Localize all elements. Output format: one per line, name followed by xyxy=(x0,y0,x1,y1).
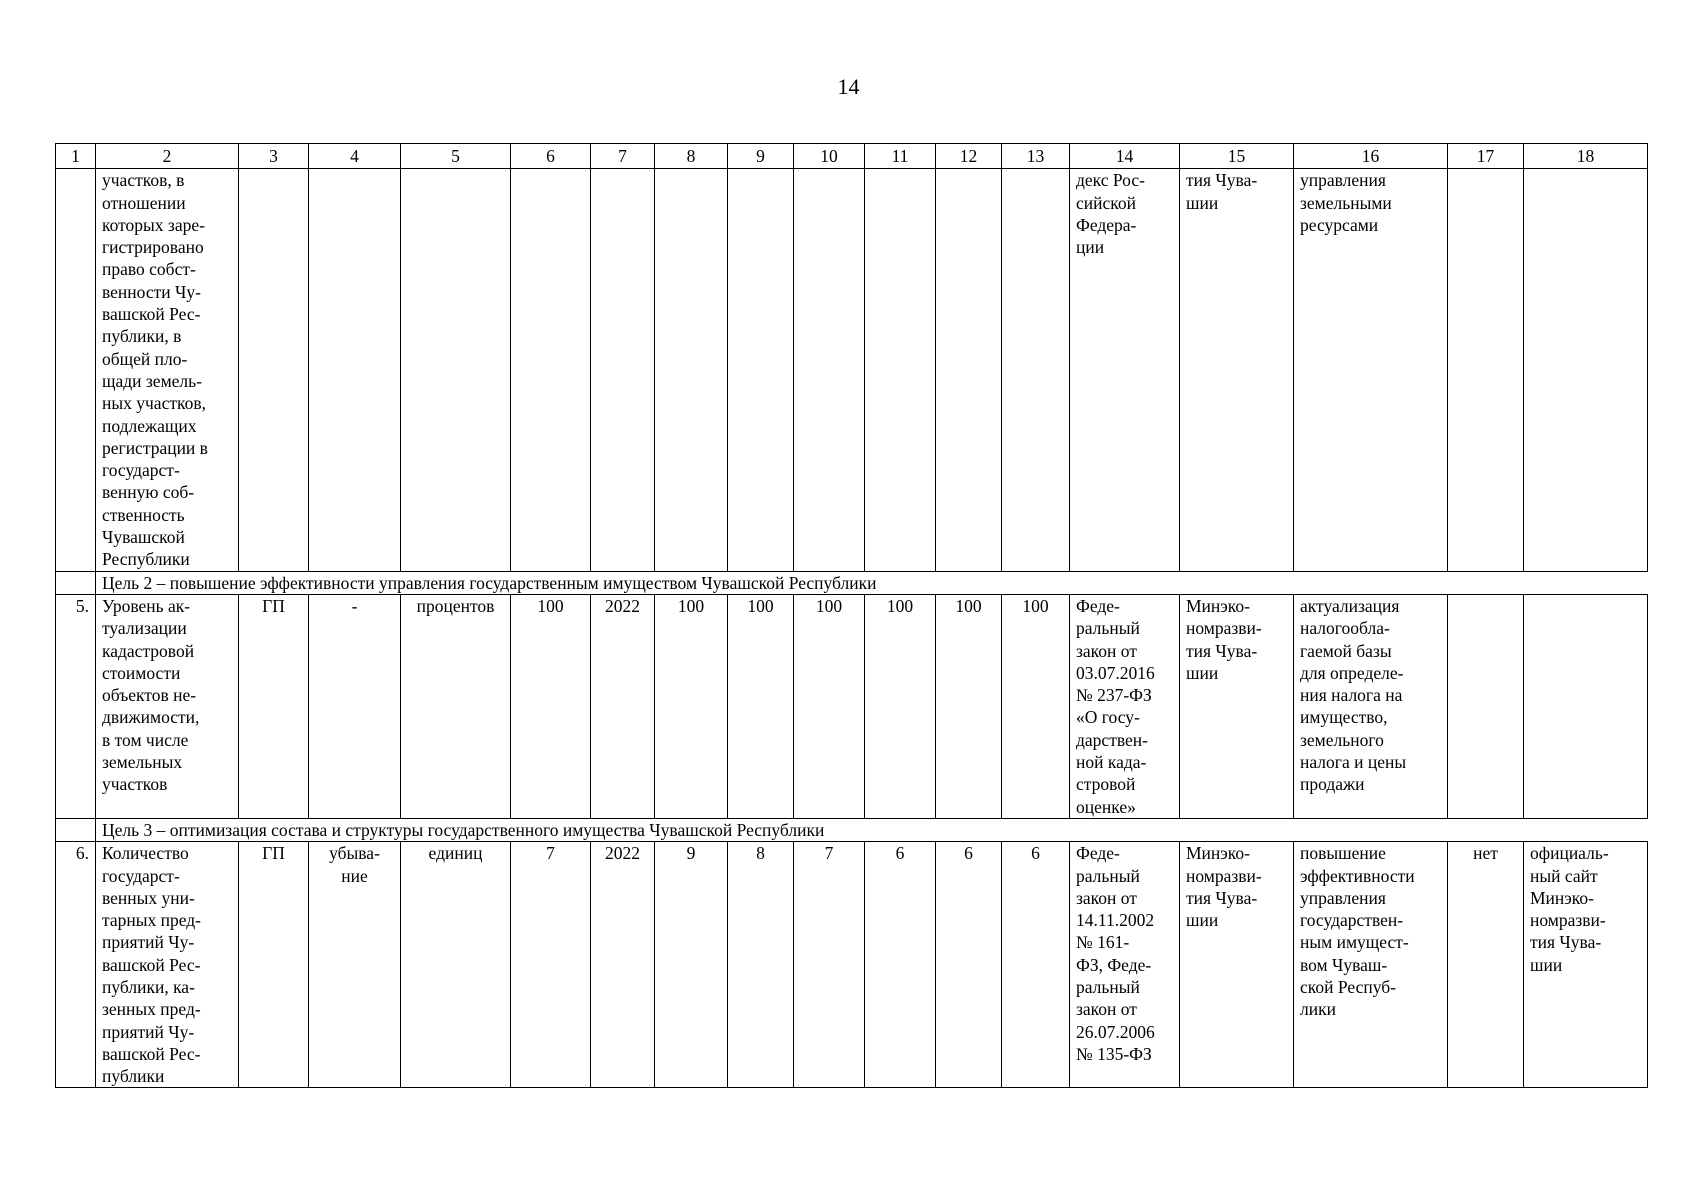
column-number: 13 xyxy=(1002,144,1070,169)
base-year-cell: 2022 xyxy=(591,842,655,1088)
indicator-name-cell: участков, в отношении которых заре- гистрировано право собст- венности Чу- вашской Рес- публики, в общей пло- щади земель- ных участков, подлежащих регистрации в государст- венную соб- ственность Чувашской Республики xyxy=(96,169,239,571)
column-number: 3 xyxy=(239,144,309,169)
unit-cell: процентов xyxy=(401,594,511,818)
level-cell: ГП xyxy=(239,842,309,1088)
column-number-row xyxy=(56,144,1648,169)
column-number: 7 xyxy=(591,144,655,169)
goal-2-heading: Цель 2 – повышение эффективности управления государственным имуществом Чувашской Республики xyxy=(96,571,1648,594)
purpose-cell: управления земельными ресурсами xyxy=(1294,169,1448,571)
value-cell: 100 xyxy=(865,594,936,818)
responsible-cell: Минэко- номразви- тия Чува- шии xyxy=(1180,594,1294,818)
trend-cell: убыва- ние xyxy=(309,842,401,1088)
continuation-row xyxy=(56,169,1648,571)
value-cell: 100 xyxy=(1002,594,1070,818)
value-cell: 100 xyxy=(794,594,865,818)
column-number: 8 xyxy=(655,144,728,169)
legal-basis-cell: Феде- ральный закон от 14.11.2002 № 161- ФЗ, Феде- ральный закон от 26.07.2006 № 135-ФЗ xyxy=(1070,842,1180,1088)
base-year-cell: 2022 xyxy=(591,594,655,818)
page-number: 14 xyxy=(837,74,860,99)
base-value-cell: 100 xyxy=(511,594,591,818)
column-number: 10 xyxy=(794,144,865,169)
goal-3-heading: Цель 3 – оптимизация состава и структуры государственного имущества Чувашской Республики xyxy=(96,818,1648,841)
value-cell: 6 xyxy=(936,842,1002,1088)
purpose-cell: повышение эффективности управления государствен- ным имущест- вом Чуваш- ской Респуб- лики xyxy=(1294,842,1448,1088)
indicator-name-cell: Количество государст- венных уни- тарных пред- приятий Чу- вашской Рес- публики, ка- зенных пред- приятий Чу- вашской Рес- публики xyxy=(96,842,239,1088)
source-cell xyxy=(1524,594,1648,818)
base-value-cell: 7 xyxy=(511,842,591,1088)
info-system-cell xyxy=(1448,594,1524,818)
value-cell: 100 xyxy=(655,594,728,818)
column-number: 9 xyxy=(728,144,794,169)
goal-row xyxy=(56,571,1648,594)
column-number: 14 xyxy=(1070,144,1180,169)
column-number: 2 xyxy=(96,144,239,169)
column-number: 1 xyxy=(56,144,96,169)
goal-row xyxy=(56,818,1648,841)
info-system-cell: нет xyxy=(1448,842,1524,1088)
source-cell: официаль- ный сайт Минэко- номразви- тия Чува- шии xyxy=(1524,842,1648,1088)
value-cell: 6 xyxy=(865,842,936,1088)
indicator-name-cell: Уровень ак- туализации кадастровой стоимости объектов не- движимости, в том числе земельных участков xyxy=(96,594,239,818)
value-cell: 100 xyxy=(728,594,794,818)
level-cell: ГП xyxy=(239,594,309,818)
value-cell: 100 xyxy=(936,594,1002,818)
value-cell: 8 xyxy=(728,842,794,1088)
table-row xyxy=(56,842,1648,1088)
row-number: 6. xyxy=(56,842,96,1088)
column-number: 6 xyxy=(511,144,591,169)
row-number: 5. xyxy=(56,594,96,818)
responsible-cell: тия Чува- шии xyxy=(1180,169,1294,571)
value-cell: 9 xyxy=(655,842,728,1088)
column-number: 16 xyxy=(1294,144,1448,169)
column-number: 4 xyxy=(309,144,401,169)
column-number: 17 xyxy=(1448,144,1524,169)
column-number: 18 xyxy=(1524,144,1648,169)
column-number: 15 xyxy=(1180,144,1294,169)
trend-cell: - xyxy=(309,594,401,818)
table-row xyxy=(56,594,1648,818)
purpose-cell: актуализация налогообла- гаемой базы для определе- ния налога на имущество, земельного налога и цены продажи xyxy=(1294,594,1448,818)
legal-basis-cell: Феде- ральный закон от 03.07.2016 № 237-ФЗ «О госу- дарствен- ной када- стровой оценке» xyxy=(1070,594,1180,818)
responsible-cell: Минэко- номразви- тия Чува- шии xyxy=(1180,842,1294,1088)
column-number: 5 xyxy=(401,144,511,169)
value-cell: 7 xyxy=(794,842,865,1088)
column-number: 12 xyxy=(936,144,1002,169)
indicators-table xyxy=(55,143,1648,1088)
unit-cell: единиц xyxy=(401,842,511,1088)
value-cell: 6 xyxy=(1002,842,1070,1088)
legal-basis-cell: декс Рос- сийской Федера- ции xyxy=(1070,169,1180,571)
column-number: 11 xyxy=(865,144,936,169)
